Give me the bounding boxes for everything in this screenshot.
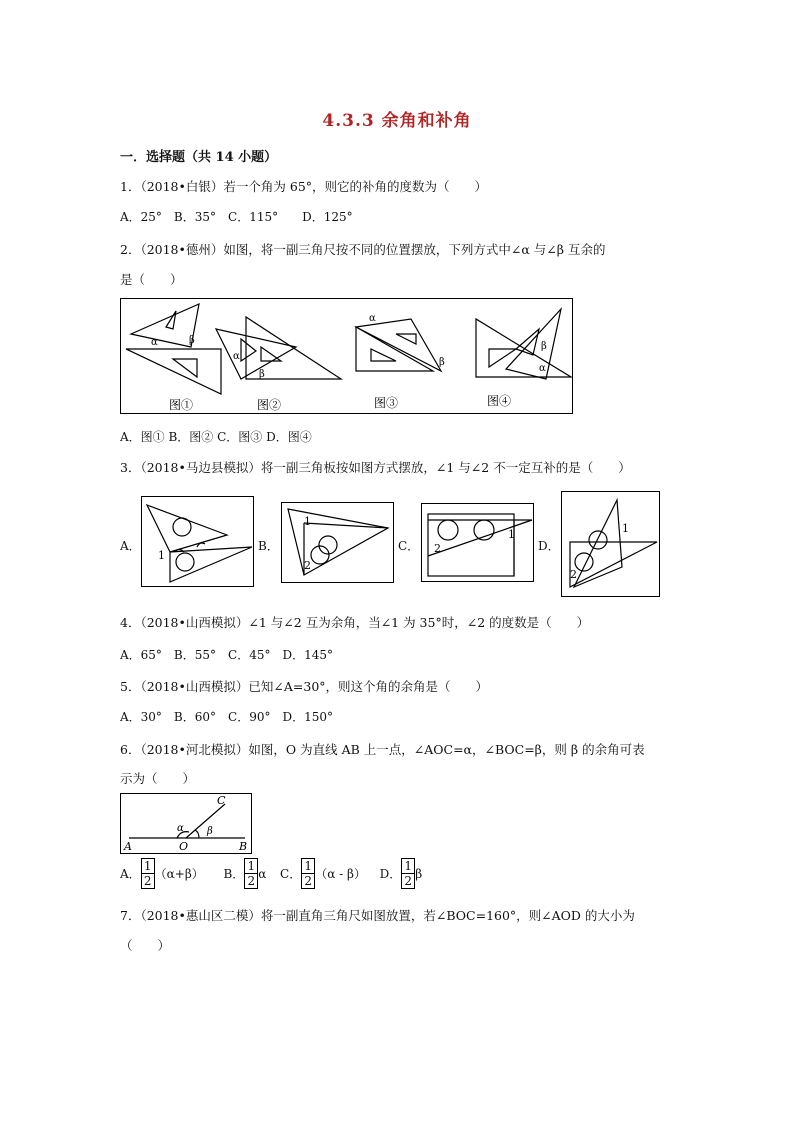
angle-alpha-label: α bbox=[177, 823, 184, 834]
q3-figure-b bbox=[281, 502, 394, 583]
q6-opt-b-expr: α bbox=[258, 866, 267, 881]
question-7-text-cont: （ ） bbox=[120, 938, 171, 953]
question-6-options bbox=[120, 858, 422, 889]
fig3-alpha-label: α bbox=[369, 313, 376, 324]
fig-4-caption: 图④ bbox=[487, 394, 512, 408]
q3-option-b-tag: B． bbox=[258, 539, 279, 553]
point-o-label: O bbox=[179, 840, 189, 853]
q3-figure-c bbox=[421, 503, 534, 582]
question-4-text: 4．（2018•山西模拟）∠1 与∠2 互为余角，当∠1 为 35°时，∠2 的度数是（ ） bbox=[120, 615, 590, 630]
question-2-text: 2．（2018•德州）如图，将一副三角尺按不同的位置摆放，下列方式中∠α 与∠β 互余的 bbox=[120, 242, 606, 257]
q3d-angle-2: 2 bbox=[570, 568, 577, 581]
question-3-text: 3．（2018•马边县模拟）将一副三角板按如图方式摆放，∠1 与∠2 不一定互补的是（ ） bbox=[120, 460, 631, 475]
q3b-angle-1: 1 bbox=[304, 515, 311, 528]
q3-figure-a bbox=[141, 496, 254, 587]
q6-opt-b-fraction: $\frac{1}{2}$ bbox=[244, 858, 258, 889]
question-1-options: A．25° B．35° C．115° D．125° bbox=[120, 210, 353, 224]
q6-opt-d-fraction: $\frac{1}{2}$ bbox=[401, 858, 415, 889]
page-title: 4.3.3 余角和补角 bbox=[322, 111, 472, 131]
fig1-alpha-label: α bbox=[151, 337, 158, 348]
q3-diagram-b bbox=[282, 503, 393, 582]
q3c-angle-1: 1 bbox=[508, 528, 515, 541]
point-c-label: C bbox=[217, 794, 226, 807]
q3-diagram-d bbox=[562, 492, 659, 596]
q6-opt-a-expr: （α+β） bbox=[154, 867, 204, 881]
fig3-beta-label: β bbox=[439, 357, 445, 368]
section-heading: 一．选择题（共 14 小题） bbox=[120, 150, 278, 165]
question-1-text: 1．（2018•白银）若一个角为 65°，则它的补角的度数为（ ） bbox=[120, 179, 488, 194]
point-a-label: A bbox=[124, 840, 132, 853]
q6-opt-b-label: B． bbox=[223, 867, 245, 881]
question-7-text: 7．（2018•惠山区二模）将一副直角三角尺如图放置，若∠BOC=160°，则∠AOD 的大小为 bbox=[120, 908, 635, 923]
fig4-alpha-label: α bbox=[539, 363, 546, 374]
q3a-angle-1: 1 bbox=[158, 549, 165, 562]
q3-option-c-tag: C． bbox=[398, 539, 420, 553]
q3-figure-d bbox=[561, 491, 660, 597]
q6-opt-d-label: D． bbox=[379, 867, 402, 881]
q3-option-a-label: A． bbox=[120, 539, 141, 553]
q3d-angle-1: 1 bbox=[622, 522, 629, 535]
question-5-text: 5．（2018•山西模拟）已知∠A=30°，则这个角的余角是（ ） bbox=[120, 679, 489, 694]
fig4-beta-label: β bbox=[541, 341, 547, 352]
q6-opt-c-expr: （α - β） bbox=[315, 867, 366, 881]
q3-diagram-a bbox=[142, 497, 253, 586]
question-6-text-cont: 示为（ ） bbox=[120, 771, 196, 786]
fig1-beta-label: β bbox=[189, 335, 195, 346]
q3-diagram-c bbox=[422, 504, 533, 581]
q3b-angle-2: 2 bbox=[304, 559, 311, 572]
q6-opt-a-fraction: $\frac{1}{2}$ bbox=[141, 858, 155, 889]
line-angle-diagram bbox=[121, 794, 251, 853]
question-2-text-cont: 是（ ） bbox=[120, 272, 183, 287]
question-2-options: A．图① B．图② C．图③ D．图④ bbox=[120, 430, 312, 444]
fig-3-caption: 图③ bbox=[374, 396, 399, 410]
q3-option-d-tag: D． bbox=[538, 539, 560, 553]
question-6-figure bbox=[120, 793, 252, 854]
question-2-figure bbox=[120, 298, 573, 414]
q6-opt-c-label: C． bbox=[280, 867, 302, 881]
fig2-alpha-label: α bbox=[233, 351, 240, 362]
question-6-text: 6．（2018•河北模拟）如图，O 为直线 AB 上一点，∠AOC=α，∠BOC=β，则 β 的余角可表 bbox=[120, 742, 645, 757]
q3c-angle-2: 2 bbox=[434, 542, 441, 555]
q6-opt-a-label: A． bbox=[120, 867, 141, 881]
q6-opt-d-expr: β bbox=[415, 866, 423, 881]
fig-2-caption: 图② bbox=[257, 398, 282, 412]
q6-opt-c-fraction: $\frac{1}{2}$ bbox=[301, 858, 315, 889]
point-b-label: B bbox=[239, 840, 248, 853]
triangle-set-diagram bbox=[121, 299, 572, 413]
question-5-options: A．30° B．60° C．90° D．150° bbox=[120, 710, 334, 724]
fig2-beta-label: β bbox=[259, 369, 265, 380]
fig-1-caption: 图① bbox=[169, 398, 194, 412]
question-4-options: A．65° B．55° C．45° D．145° bbox=[120, 648, 334, 662]
angle-beta-label: β bbox=[207, 826, 213, 837]
